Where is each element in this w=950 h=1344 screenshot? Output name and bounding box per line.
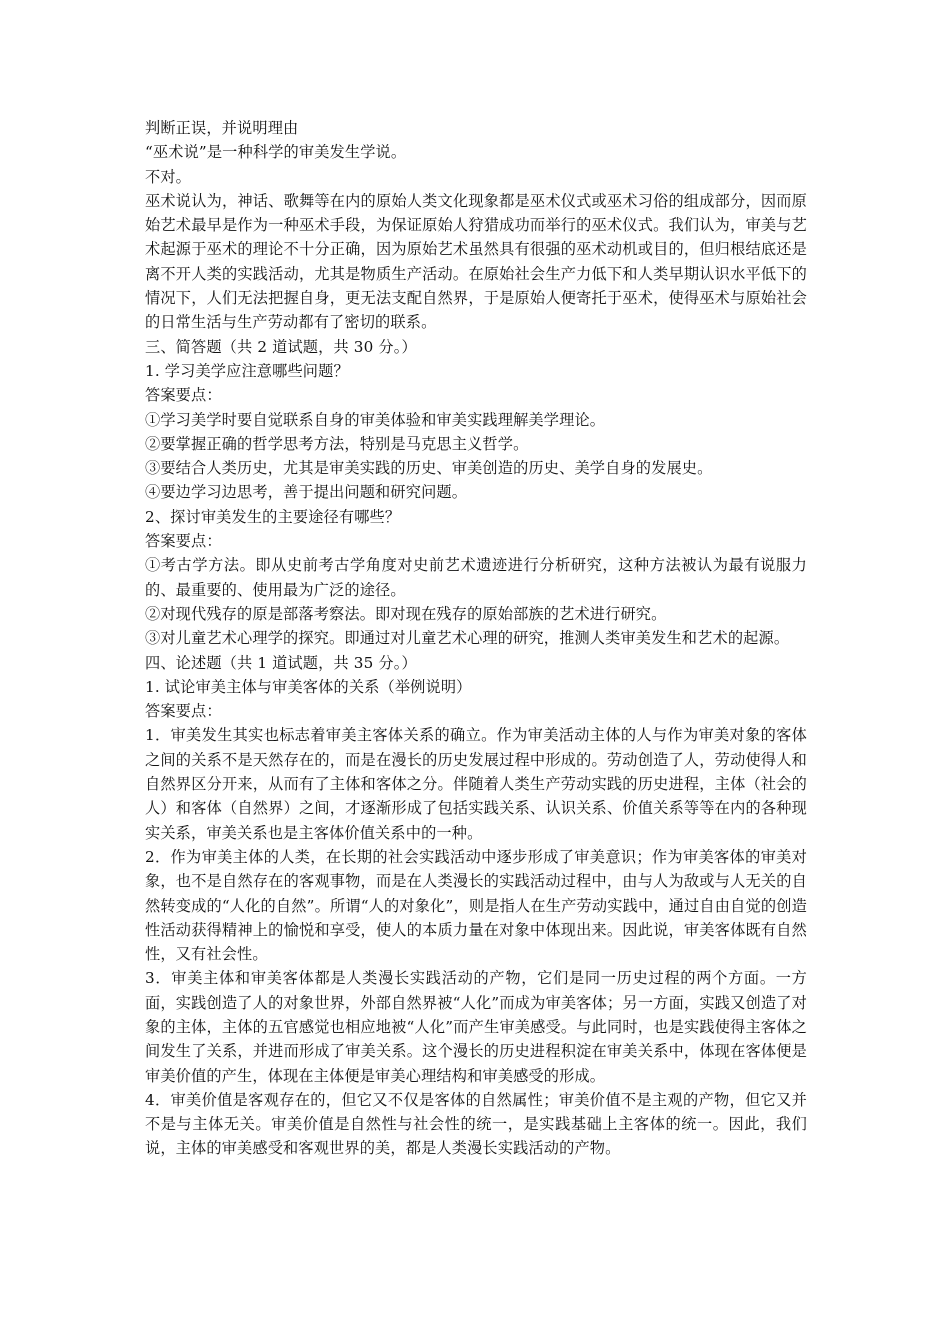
true-false-statement: “巫术说”是一种科学的审美发生学说。 bbox=[145, 143, 407, 162]
answer-point: ②要掌握正确的哲学思考方法，特别是马克思主义哲学。 bbox=[145, 434, 529, 453]
essay-question-1: 1. 试论审美主体与审美客体的关系（举例说明） bbox=[145, 677, 472, 696]
essay-answer-point: 4．审美价值是客观存在的，但它又不仅是客体的自然属性；审美价值不是主观的产物，但它又并不是与主体无关。审美价值是自然性与社会性的统一，是实践基础上主客体的统一。因此，我们说，主体的审美感受和客观世界的美，都是人类漫长实践活动的产物。 bbox=[145, 1090, 807, 1158]
section-heading-essay: 四、论述题（共 1 道试题，共 35 分。） bbox=[145, 653, 417, 672]
essay-answer-point: 2．作为审美主体的人类，在长期的社会实践活动中逐步形成了审美意识；作为审美客体的审美对象，也不是自然存在的客观事物，而是在人类漫长的实践活动过程中，由与人为敌或与人无关的自然转变成的“人化的自然”。所谓“人的对象化”，则是指人在生产劳动实践中，通过自由自觉的创造性活动获得精神上的愉悦和享受，使人的本质力量在对象中体现出来。因此说，审美客体既有自然性，又有社会性。 bbox=[145, 847, 807, 964]
question-instruction: 判断正误，并说明理由 bbox=[145, 119, 299, 137]
answer-point: ④要边学习边思考，善于提出问题和研究问题。 bbox=[145, 483, 468, 502]
short-answer-question-1: 1. 学习美学应注意哪些问题？ bbox=[145, 361, 349, 380]
answer-point: ③要结合人类历史，尤其是审美实践的历史、审美创造的历史、美学自身的发展史。 bbox=[145, 459, 713, 478]
essay-answer-point: 3．审美主体和审美客体都是人类漫长实践活动的产物，它们是同一历史过程的两个方面。一方面，实践创造了人的对象世界，外部自然界被“人化”而成为审美客体；另一方面，实践又创造了对象的主体，主体的五官感觉也相应地被“人化”而产生审美感受。与此同时，也是实践使得主客体之间发生了关系，并进而形成了审美关系。这个漫长的历史进程积淀在审美关系中，体现在客体便是审美价值的产生，体现在主体便是审美心理结构和审美感受的形成。 bbox=[145, 969, 807, 1085]
answer-key-label: 答案要点： bbox=[145, 702, 222, 721]
document-page bbox=[145, 116, 807, 1161]
short-answer-question-2: 2、探讨审美发生的主要途径有哪些？ bbox=[145, 507, 401, 526]
true-false-answer: 不对。 bbox=[145, 167, 192, 186]
section-heading-short-answer: 三、简答题（共 2 道试题，共 30 分。） bbox=[145, 337, 417, 356]
answer-key-label: 答案要点： bbox=[145, 532, 222, 551]
answer-point: ③对儿童艺术心理学的探究。即通过对儿童艺术心理的研究，推测人类审美发生和艺术的起源。 bbox=[145, 629, 790, 648]
answer-key-label: 答案要点： bbox=[145, 386, 222, 405]
essay-answer-point: 1．审美发生其实也标志着审美主客体关系的确立。作为审美活动主体的人与作为审美对象的客体之间的关系不是天然存在的，而是在漫长的历史发展过程中形成的。劳动创造了人，劳动使得人和自然界区分开来，从而有了主体和客体之分。伴随着人类生产劳动实践的历史进程，主体（社会的人）和客体（自然界）之间，才逐渐形成了包括实践关系、认识关系、价值关系等等在内的各种现实关系，审美关系也是主客体价值关系中的一种。 bbox=[145, 726, 807, 842]
true-false-explanation: 巫术说认为，神话、歌舞等在内的原始人类文化现象都是巫术仪式或巫术习俗的组成部分，因而原始艺术最早是作为一种巫术手段，为保证原始人狩猎成功而举行的巫术仪式。我们认为，审美与艺术起源于巫术的理论不十分正确，因为原始艺术虽然具有很强的巫术动机或目的，但归根结底还是离不开人类的实践活动，尤其是物质生产活动。在原始社会生产力低下和人类早期认识水平低下的情况下，人们无法把握自身，更无法支配自然界，于是原始人便寄托于巫术，使得巫术与原始社会的日常生活与生产劳动都有了密切的联系。 bbox=[145, 191, 807, 332]
answer-point: ①考古学方法。即从史前考古学角度对史前艺术遗迹进行分析研究，这种方法被认为最有说服力的、最重要的、使用最为广泛的途径。 bbox=[145, 556, 807, 599]
answer-point: ②对现代残存的原是部落考察法。即对现在残存的原始部族的艺术进行研究。 bbox=[145, 604, 667, 623]
answer-point: ①学习美学时要自觉联系自身的审美体验和审美实践理解美学理论。 bbox=[145, 410, 606, 429]
